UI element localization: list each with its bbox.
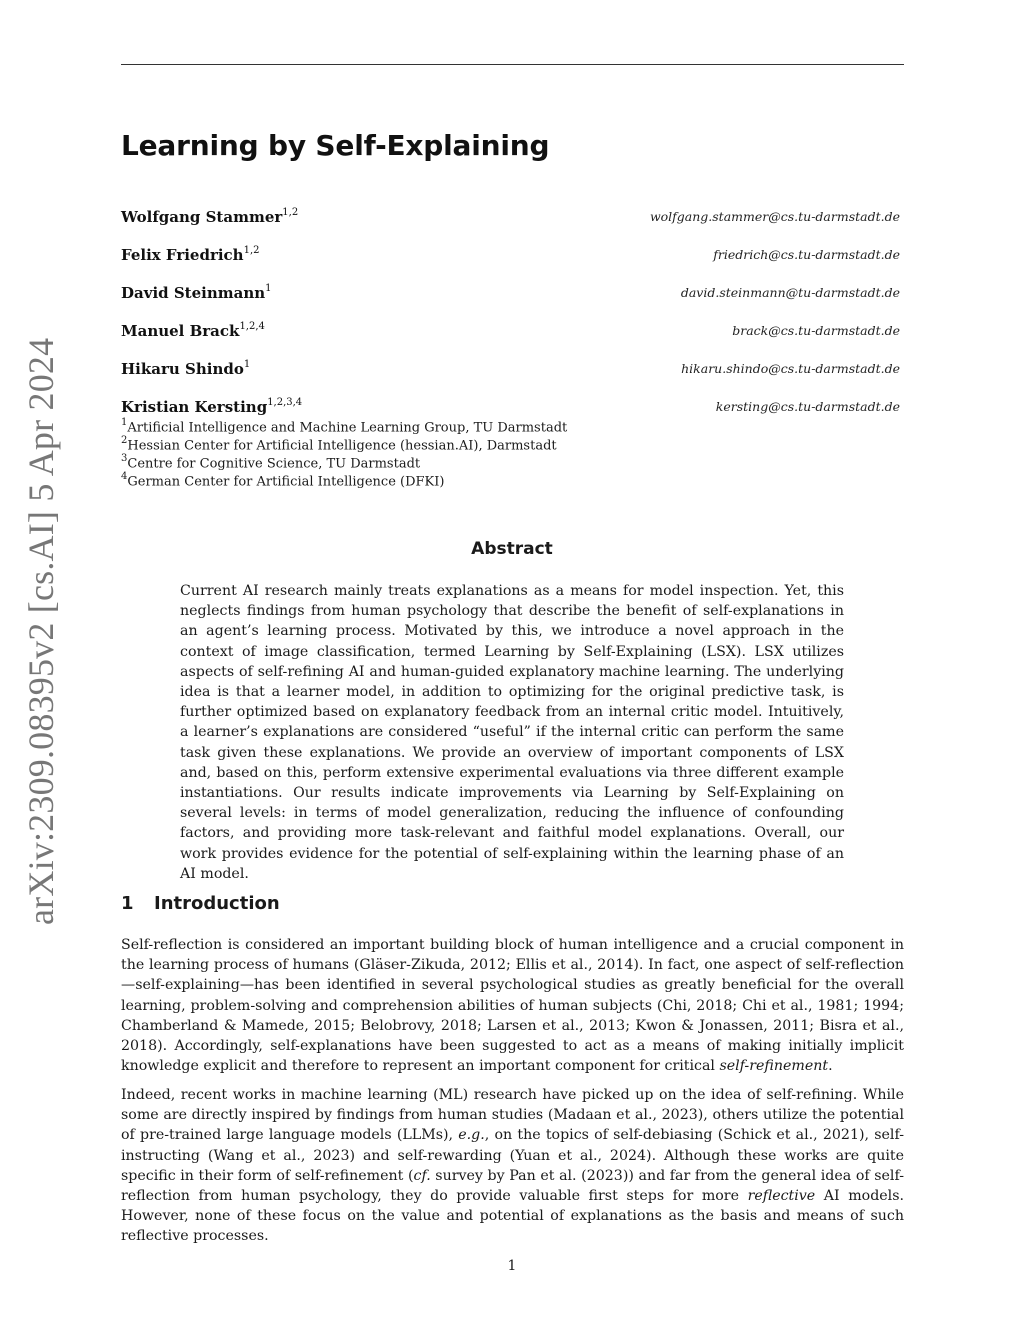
author-row — [121, 398, 904, 420]
author-row — [121, 322, 904, 344]
author-name: Felix Friedrich$^{1,2}$ — [121, 245, 260, 264]
affiliation: $^4$German Center for Artificial Intelligence (DFKI) — [121, 471, 445, 490]
author-name: Hikaru Shindo$^1$ — [121, 359, 251, 378]
author-row — [121, 360, 904, 382]
author-email: wolfgang.stammer@cs.tu-darmstadt.de — [649, 209, 900, 224]
abstract-heading: Abstract — [471, 539, 553, 559]
author-email: brack@cs.tu-darmstadt.de — [732, 323, 900, 338]
author-row — [121, 284, 904, 306]
section-number: 1 — [121, 893, 134, 914]
affiliation: $^1$Artificial Intelligence and Machine Learning Group, TU Darmstadt — [121, 417, 568, 436]
affiliation: $^3$Centre for Cognitive Science, TU Darmstadt — [121, 453, 421, 472]
top-rule — [121, 64, 904, 65]
intro-paragraph-1: Self-reflection is considered an important building block of human intelligence and a crucial component in the learning process of humans (Gläser-Zikuda, 2012; Ellis et al., 2014). In fact, one aspect of self-reflection—self-explaining—has been identified in several psychological studies as greatly beneficial for the overall learning, problem-solving and comprehension abilities of human subjects (Chi, 2018; Chi et al., 1981; 1994; Chamberland & Mamede, 2015; Belobrovy, 2018; Larsen et al., 2013; Kwon & Jonassen, 2011; Bisra et al., 2018). Accordingly, self-explanations have been suggested to act as a means of making initially implicit knowledge explicit and therefore to represent an important component for critical self-refinement. — [121, 937, 904, 1075]
author-email: kersting@cs.tu-darmstadt.de — [715, 399, 900, 414]
intro-paragraph-2: Indeed, recent works in machine learning (ML) research have picked up on the idea of self-refining. While some are directly inspired by findings from human studies (Madaan et al., 2023), others utilize the potential of pre-trained large language models (LLMs), e.g., on the topics of self-debiasing (Schick et al., 2021), self-instructing (Wang et al., 2023) and self-rewarding (Yuan et al., 2024). Although these works are quite specific in their form of self-refinement (cf. survey by Pan et al. (2023)) and far from the general idea of self-reflection from human psychology, they do provide valuable first steps for more reflective AI models. However, none of these focus on the value and potential of explanations as the basis and means of such reflective processes. — [121, 1087, 904, 1245]
author-name: Kristian Kersting$^{1,2,3,4}$ — [121, 397, 303, 416]
arxiv-identifier-stamp: arXiv:2309.08395v2 [cs.AI] 5 Apr 2024 — [21, 337, 61, 925]
affiliation: $^2$Hessian Center for Artificial Intelligence (hessian.AI), Darmstadt — [121, 435, 557, 454]
author-email: david.steinmann@tu-darmstadt.de — [680, 285, 900, 300]
section-title: Introduction — [154, 893, 280, 914]
author-email: hikaru.shindo@cs.tu-darmstadt.de — [681, 361, 900, 376]
author-row — [121, 208, 904, 230]
author-name: Manuel Brack$^{1,2,4}$ — [121, 321, 265, 340]
section-heading — [121, 893, 280, 914]
author-email: friedrich@cs.tu-darmstadt.de — [713, 247, 900, 262]
page-number: 1 — [507, 1258, 517, 1274]
author-row — [121, 246, 904, 268]
paper-title: Learning by Self-Explaining — [121, 129, 550, 162]
abstract-text: Current AI research mainly treats explanations as a means for model inspection. Yet, this neglects findings from human psychology that describe the benefit of self-explanations in an agent’s learning process. Motivated by this, we introduce a novel approach in the context of image classification, termed Learning by Self-Explaining (LSX). LSX utilizes aspects of self-refining AI and human-guided explanatory machine learning. The underlying idea is that a learner model, in addition to optimizing for the original predictive task, is further optimized based on explanatory feedback from an internal critic model. Intuitively, a learner’s explanations are considered “useful” if the internal critic can perform the same task given these explanations. We provide an overview of important components of LSX and, based on this, perform extensive experimental evaluations via three different example instantiations. Our results indicate improvements via Learning by Self-Explaining on several levels: in terms of model generalization, reducing the influence of confounding factors, and providing more task-relevant and faithful model explanations. Overall, our work provides evidence for the potential of self-explaining within the learning phase of an AI model. — [180, 583, 844, 882]
author-name: David Steinmann$^1$ — [121, 283, 272, 302]
author-name: Wolfgang Stammer$^{1,2}$ — [121, 207, 299, 226]
